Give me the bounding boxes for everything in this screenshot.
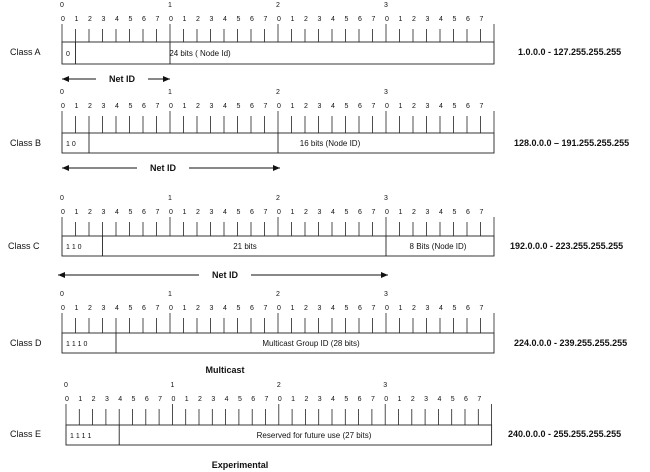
prefix-bits: 1 1 0 — [66, 244, 82, 251]
bit-number: 6 — [250, 209, 254, 216]
bit-number: 3 — [425, 103, 430, 110]
bit-number: 5 — [344, 103, 349, 110]
bit-number: 5 — [452, 209, 457, 216]
bit-number: 3 — [425, 305, 430, 312]
byte-marker: 3 — [384, 195, 388, 202]
bit-number: 0 — [385, 305, 389, 312]
bit-number: 7 — [479, 209, 484, 216]
bit-number: 5 — [344, 305, 349, 312]
bit-number: 0 — [169, 209, 173, 216]
bit-number: 3 — [424, 396, 429, 403]
bit-number: 0 — [277, 103, 281, 110]
class-label: Class E — [10, 429, 42, 439]
prefix-bits: 1 1 1 1 — [70, 433, 92, 440]
bit-number: 6 — [142, 16, 146, 23]
bit-number: 1 — [290, 16, 295, 23]
arrowhead-right-icon — [163, 76, 170, 82]
bit-number: 2 — [196, 209, 200, 216]
arrowhead-left-icon — [62, 165, 69, 171]
class-row-class-d — [10, 291, 627, 375]
bit-number: 5 — [236, 16, 241, 23]
bit-number: 3 — [104, 396, 109, 403]
byte-marker: 2 — [276, 195, 280, 202]
bit-number: 2 — [196, 16, 200, 23]
bit-number: 2 — [410, 396, 415, 403]
prefix-bits: 1 1 1 0 — [66, 341, 88, 348]
bit-number: 3 — [209, 16, 214, 23]
bit-number: 7 — [477, 396, 482, 403]
byte-marker: 0 — [60, 195, 64, 202]
byte-marker: 3 — [384, 2, 388, 9]
bit-number: 1 — [182, 209, 187, 216]
bit-number: 4 — [331, 209, 335, 216]
field-label: Multicast Group ID (28 bits) — [262, 339, 360, 348]
bit-number: 7 — [155, 103, 160, 110]
bit-number: 3 — [101, 16, 106, 23]
class-label: Class D — [10, 338, 42, 348]
bit-number: 4 — [115, 305, 119, 312]
byte-marker: 1 — [168, 195, 172, 202]
arrowhead-left-icon — [62, 76, 69, 82]
bit-number: 7 — [263, 16, 268, 23]
byte-marker: 0 — [60, 89, 64, 96]
bit-number: 0 — [384, 396, 389, 403]
bit-number: 1 — [398, 305, 403, 312]
bit-number: 7 — [155, 209, 160, 216]
bit-number: 1 — [184, 396, 189, 403]
byte-marker: 2 — [276, 2, 280, 9]
bit-number: 7 — [371, 305, 376, 312]
bit-number: 7 — [155, 16, 160, 23]
class-label: Class A — [10, 47, 41, 57]
bit-number: 0 — [61, 305, 65, 312]
net-id-label: Net ID — [211, 270, 239, 280]
bit-number: 2 — [304, 305, 308, 312]
bit-number: 6 — [142, 103, 146, 110]
bit-number: 4 — [331, 305, 335, 312]
bit-number: 0 — [61, 16, 65, 23]
bit-number: 2 — [88, 16, 92, 23]
ip-range: 192.0.0.0 - 223.255.255.255 — [510, 241, 624, 251]
bit-number: 7 — [479, 305, 484, 312]
bit-number: 3 — [211, 396, 216, 403]
byte-marker: 2 — [276, 291, 280, 298]
bit-number: 1 — [290, 209, 295, 216]
byte-marker: 1 — [168, 291, 172, 298]
bit-number: 0 — [277, 396, 282, 403]
bit-number: 5 — [236, 103, 241, 110]
bit-number: 4 — [224, 396, 229, 403]
bit-number: 4 — [118, 396, 123, 403]
bit-number: 6 — [251, 396, 256, 403]
bit-number: 3 — [425, 16, 430, 23]
bit-number: 6 — [466, 209, 470, 216]
bit-number: 5 — [452, 103, 457, 110]
bit-number: 0 — [169, 103, 173, 110]
bit-number: 4 — [223, 16, 227, 23]
bit-number: 5 — [237, 396, 242, 403]
bit-number: 2 — [304, 396, 309, 403]
bit-number: 5 — [128, 16, 133, 23]
bit-number: 6 — [358, 305, 362, 312]
field-label: Reserved for future use (27 bits) — [256, 431, 372, 440]
byte-marker: 1 — [168, 89, 172, 96]
bit-number: 2 — [88, 103, 92, 110]
bit-number: 6 — [250, 305, 254, 312]
bit-number: 4 — [115, 16, 119, 23]
bit-number: 3 — [317, 209, 322, 216]
bit-number: 0 — [277, 305, 281, 312]
bit-number: 1 — [74, 305, 79, 312]
bit-number: 5 — [452, 16, 457, 23]
bit-number: 4 — [223, 103, 227, 110]
bit-number: 1 — [74, 209, 79, 216]
bit-number: 0 — [169, 305, 173, 312]
bit-number: 1 — [290, 305, 295, 312]
bit-number: 6 — [358, 16, 362, 23]
bit-number: 5 — [344, 16, 349, 23]
bit-number: 2 — [198, 396, 202, 403]
bit-number: 1 — [397, 396, 402, 403]
bit-number: 7 — [370, 396, 375, 403]
byte-marker: 2 — [276, 89, 280, 96]
bit-number: 7 — [371, 103, 376, 110]
bit-number: 3 — [425, 209, 430, 216]
bit-number: 6 — [358, 209, 362, 216]
bit-number: 1 — [398, 209, 403, 216]
class-label: Class B — [10, 138, 42, 148]
byte-marker: 3 — [383, 382, 388, 389]
byte-marker: 0 — [60, 2, 64, 9]
byte-marker: 0 — [64, 382, 68, 389]
bit-number: 7 — [158, 396, 163, 403]
field-label: 8 Bits (Node ID) — [409, 242, 467, 251]
bit-number: 6 — [358, 103, 362, 110]
bit-number: 5 — [128, 209, 133, 216]
class-row-class-c — [8, 195, 623, 280]
byte-marker: 3 — [384, 291, 388, 298]
bit-number: 0 — [277, 209, 281, 216]
bit-number: 0 — [385, 16, 389, 23]
bit-number: 6 — [466, 305, 470, 312]
bit-number: 0 — [171, 396, 176, 403]
arrowhead-left-icon — [58, 272, 65, 278]
ip-range: 128.0.0.0 – 191.255.255.255 — [514, 138, 630, 148]
field-label: 21 bits — [233, 242, 257, 251]
ip-range: 224.0.0.0 - 239.255.255.255 — [514, 338, 628, 348]
bit-number: 5 — [450, 396, 455, 403]
bit-number: 5 — [131, 396, 136, 403]
field-label: 16 bits (Node ID) — [299, 139, 361, 148]
arrowhead-right-icon — [273, 165, 280, 171]
bit-number: 4 — [331, 16, 335, 23]
ip-range: 1.0.0.0 - 127.255.255.255 — [518, 47, 622, 57]
bit-number: 6 — [357, 396, 362, 403]
field-label: 24 bits ( Node Id) — [169, 49, 231, 58]
bit-number: 3 — [317, 305, 322, 312]
bit-number: 5 — [236, 209, 241, 216]
bit-number: 2 — [91, 396, 96, 403]
bit-number: 2 — [88, 209, 92, 216]
bit-number: 1 — [291, 396, 296, 403]
bit-number: 1 — [74, 103, 79, 110]
bit-number: 7 — [371, 16, 376, 23]
bit-number: 4 — [115, 103, 119, 110]
address-box — [62, 42, 494, 64]
class-row-class-a — [10, 2, 621, 84]
bit-number: 0 — [65, 396, 69, 403]
bit-number: 5 — [128, 305, 133, 312]
bit-number: 7 — [263, 305, 268, 312]
bit-number: 1 — [182, 16, 187, 23]
bit-number: 1 — [398, 16, 403, 23]
ip-range: 240.0.0.0 - 255.255.255.255 — [508, 429, 622, 439]
bit-number: 4 — [439, 305, 443, 312]
bit-number: 2 — [412, 209, 416, 216]
bit-number: 0 — [277, 16, 281, 23]
prefix-bits: 0 — [66, 51, 70, 58]
bit-number: 0 — [61, 209, 65, 216]
bit-number: 1 — [78, 396, 83, 403]
bit-number: 2 — [304, 209, 308, 216]
bit-number: 5 — [344, 396, 349, 403]
class-row-class-b — [10, 89, 629, 173]
bit-number: 0 — [385, 209, 389, 216]
bit-number: 0 — [61, 103, 65, 110]
bit-number: 7 — [263, 103, 268, 110]
byte-marker: 0 — [60, 291, 64, 298]
bit-number: 7 — [264, 396, 269, 403]
bit-number: 6 — [250, 103, 254, 110]
bit-number: 4 — [439, 209, 443, 216]
bit-number: 4 — [437, 396, 442, 403]
bit-number: 0 — [385, 103, 389, 110]
bit-number: 1 — [182, 103, 187, 110]
bit-number: 1 — [182, 305, 187, 312]
bit-number: 4 — [439, 103, 443, 110]
bit-number: 3 — [317, 16, 322, 23]
bit-number: 4 — [223, 209, 227, 216]
class-caption: Multicast — [205, 365, 245, 375]
bit-number: 7 — [155, 305, 160, 312]
class-label: Class C — [8, 241, 40, 251]
bit-number: 1 — [398, 103, 403, 110]
bit-number: 5 — [128, 103, 133, 110]
byte-marker: 1 — [170, 382, 175, 389]
bit-number: 7 — [263, 209, 268, 216]
bit-number: 3 — [101, 209, 106, 216]
bit-number: 5 — [452, 305, 457, 312]
bit-number: 3 — [209, 209, 214, 216]
bit-number: 3 — [101, 103, 106, 110]
net-id-label: Net ID — [149, 163, 177, 173]
bit-number: 3 — [317, 103, 322, 110]
bit-number: 7 — [479, 103, 484, 110]
byte-marker: 3 — [384, 89, 388, 96]
bit-number: 2 — [412, 16, 416, 23]
bit-number: 1 — [74, 16, 79, 23]
bit-number: 6 — [144, 396, 149, 403]
bit-number: 6 — [466, 16, 470, 23]
bit-number: 5 — [236, 305, 241, 312]
byte-marker: 1 — [168, 2, 172, 9]
bit-number: 2 — [412, 305, 416, 312]
bit-number: 5 — [344, 209, 349, 216]
bit-number: 4 — [331, 103, 335, 110]
bit-number: 1 — [290, 103, 295, 110]
bit-number: 2 — [196, 103, 200, 110]
bit-number: 7 — [479, 16, 484, 23]
arrowhead-right-icon — [381, 272, 388, 278]
bit-number: 3 — [209, 305, 214, 312]
bit-number: 2 — [412, 103, 416, 110]
bit-number: 6 — [250, 16, 254, 23]
bit-number: 2 — [196, 305, 200, 312]
bit-number: 6 — [142, 305, 146, 312]
class-caption: Experimental — [211, 460, 269, 470]
bit-number: 4 — [115, 209, 119, 216]
bit-number: 4 — [223, 305, 227, 312]
bit-number: 7 — [371, 209, 376, 216]
bit-number: 4 — [439, 16, 443, 23]
class-row-class-e — [10, 382, 621, 470]
bit-number: 6 — [464, 396, 468, 403]
bit-number: 6 — [142, 209, 146, 216]
prefix-bits: 1 0 — [66, 141, 76, 148]
bit-number: 2 — [304, 103, 308, 110]
byte-marker: 2 — [276, 382, 281, 389]
bit-number: 3 — [317, 396, 322, 403]
bit-number: 0 — [169, 16, 173, 23]
bit-number: 4 — [331, 396, 335, 403]
net-id-label: Net ID — [108, 74, 136, 84]
bit-number: 3 — [101, 305, 106, 312]
bit-number: 6 — [466, 103, 470, 110]
bit-number: 2 — [88, 305, 92, 312]
bit-number: 3 — [209, 103, 214, 110]
bit-number: 2 — [304, 16, 308, 23]
